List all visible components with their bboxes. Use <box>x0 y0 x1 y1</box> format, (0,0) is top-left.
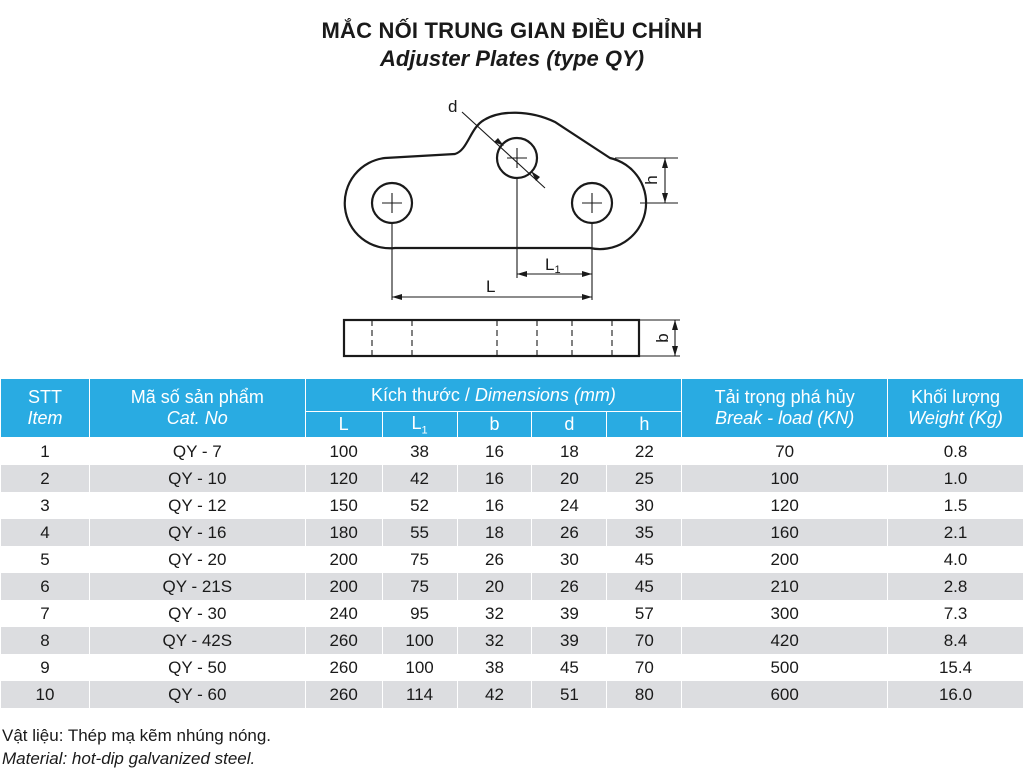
cell-b: 16 <box>457 465 532 492</box>
label-d: d <box>448 97 458 116</box>
cell-L1: 55 <box>382 519 457 546</box>
spec-table <box>0 378 1024 708</box>
cell-b: 38 <box>457 654 532 681</box>
cell-d: 20 <box>532 465 607 492</box>
cell-cat: QY - 7 <box>89 438 305 466</box>
table-row <box>1 573 1024 600</box>
table-row <box>1 492 1024 519</box>
cell-load: 600 <box>682 681 888 708</box>
cell-weight: 1.0 <box>888 465 1024 492</box>
cell-L: 180 <box>305 519 382 546</box>
cell-L: 120 <box>305 465 382 492</box>
header-cat: Mã số sản phẩm Cat. No <box>89 379 305 438</box>
cell-item: 5 <box>1 546 90 573</box>
cell-item: 10 <box>1 681 90 708</box>
cell-cat: QY - 20 <box>89 546 305 573</box>
cell-weight: 4.0 <box>888 546 1024 573</box>
cell-L: 260 <box>305 654 382 681</box>
cell-weight: 15.4 <box>888 654 1024 681</box>
cell-cat: QY - 21S <box>89 573 305 600</box>
cell-weight: 0.8 <box>888 438 1024 466</box>
cell-d: 30 <box>532 546 607 573</box>
cell-L1: 38 <box>382 438 457 466</box>
cell-weight: 7.3 <box>888 600 1024 627</box>
cell-L: 260 <box>305 681 382 708</box>
cell-cat: QY - 12 <box>89 492 305 519</box>
table-row <box>1 465 1024 492</box>
cell-load: 210 <box>682 573 888 600</box>
cell-b: 26 <box>457 546 532 573</box>
table-row <box>1 681 1024 708</box>
cell-load: 420 <box>682 627 888 654</box>
cell-load: 70 <box>682 438 888 466</box>
label-h: h <box>642 175 661 185</box>
header-dimensions: Kích thước / Dimensions (mm) <box>305 379 682 412</box>
cell-L: 260 <box>305 627 382 654</box>
header-item: STT Item <box>1 379 90 438</box>
table-row <box>1 600 1024 627</box>
cell-item: 1 <box>1 438 90 466</box>
table-row <box>1 519 1024 546</box>
cell-L1: 114 <box>382 681 457 708</box>
header-d: d <box>532 412 607 438</box>
plate-side-view <box>344 320 639 356</box>
table-row <box>1 654 1024 681</box>
label-L: L <box>486 277 496 296</box>
material-note <box>2 724 271 770</box>
cell-weight: 16.0 <box>888 681 1024 708</box>
cell-L: 240 <box>305 600 382 627</box>
cell-cat: QY - 42S <box>89 627 305 654</box>
cell-h: 30 <box>607 492 682 519</box>
cell-h: 45 <box>607 546 682 573</box>
table-row <box>1 627 1024 654</box>
cell-d: 26 <box>532 519 607 546</box>
material-en: Material: hot-dip galvanized steel. <box>2 749 256 768</box>
cell-b: 32 <box>457 600 532 627</box>
cell-b: 32 <box>457 627 532 654</box>
cell-cat: QY - 16 <box>89 519 305 546</box>
cell-b: 42 <box>457 681 532 708</box>
cell-load: 200 <box>682 546 888 573</box>
cell-L1: 75 <box>382 573 457 600</box>
cell-d: 24 <box>532 492 607 519</box>
technical-drawing <box>0 80 1024 370</box>
cell-L: 150 <box>305 492 382 519</box>
table-row <box>1 438 1024 466</box>
cell-d: 26 <box>532 573 607 600</box>
cell-cat: QY - 50 <box>89 654 305 681</box>
plate-outline <box>345 113 646 249</box>
header-L: L <box>305 412 382 438</box>
cell-weight: 8.4 <box>888 627 1024 654</box>
cell-L: 200 <box>305 546 382 573</box>
cell-d: 18 <box>532 438 607 466</box>
cell-b: 20 <box>457 573 532 600</box>
cell-h: 57 <box>607 600 682 627</box>
table-row <box>1 546 1024 573</box>
label-L1: L1 <box>545 255 561 276</box>
cell-b: 16 <box>457 438 532 466</box>
cell-item: 9 <box>1 654 90 681</box>
cell-load: 120 <box>682 492 888 519</box>
cell-weight: 2.1 <box>888 519 1024 546</box>
cell-h: 25 <box>607 465 682 492</box>
cell-h: 45 <box>607 573 682 600</box>
material-vi: Vật liệu: Thép mạ kẽm nhúng nóng. <box>2 726 272 745</box>
cell-load: 160 <box>682 519 888 546</box>
cell-L1: 52 <box>382 492 457 519</box>
header-h: h <box>607 412 682 438</box>
cell-h: 35 <box>607 519 682 546</box>
cell-d: 39 <box>532 627 607 654</box>
cell-item: 4 <box>1 519 90 546</box>
cell-L1: 100 <box>382 627 457 654</box>
cell-h: 70 <box>607 627 682 654</box>
cell-cat: QY - 30 <box>89 600 305 627</box>
cell-weight: 1.5 <box>888 492 1024 519</box>
cell-weight: 2.8 <box>888 573 1024 600</box>
cell-h: 22 <box>607 438 682 466</box>
cell-L1: 75 <box>382 546 457 573</box>
cell-load: 500 <box>682 654 888 681</box>
cell-h: 70 <box>607 654 682 681</box>
cell-item: 6 <box>1 573 90 600</box>
label-b: b <box>653 333 672 343</box>
header-break-load: Tải trọng phá hủy Break - load (KN) <box>682 379 888 438</box>
cell-item: 2 <box>1 465 90 492</box>
cell-cat: QY - 10 <box>89 465 305 492</box>
cell-L1: 100 <box>382 654 457 681</box>
cell-cat: QY - 60 <box>89 681 305 708</box>
cell-load: 300 <box>682 600 888 627</box>
header-L1: $L_1$ <box>382 412 457 438</box>
cell-L1: 95 <box>382 600 457 627</box>
cell-load: 100 <box>682 465 888 492</box>
cell-L: 100 <box>305 438 382 466</box>
header-weight: Khối lượng Weight (Kg) <box>888 379 1024 438</box>
cell-L: 200 <box>305 573 382 600</box>
header-b: b <box>457 412 532 438</box>
cell-b: 18 <box>457 519 532 546</box>
cell-item: 3 <box>1 492 90 519</box>
cell-d: 45 <box>532 654 607 681</box>
cell-L1: 42 <box>382 465 457 492</box>
cell-item: 8 <box>1 627 90 654</box>
page-title: MẮC NỐI TRUNG GIAN ĐIỀU CHỈNH <box>321 18 703 43</box>
cell-b: 16 <box>457 492 532 519</box>
cell-item: 7 <box>1 600 90 627</box>
page-subtitle: Adjuster Plates (type QY) <box>379 46 645 71</box>
cell-d: 51 <box>532 681 607 708</box>
cell-h: 80 <box>607 681 682 708</box>
cell-d: 39 <box>532 600 607 627</box>
